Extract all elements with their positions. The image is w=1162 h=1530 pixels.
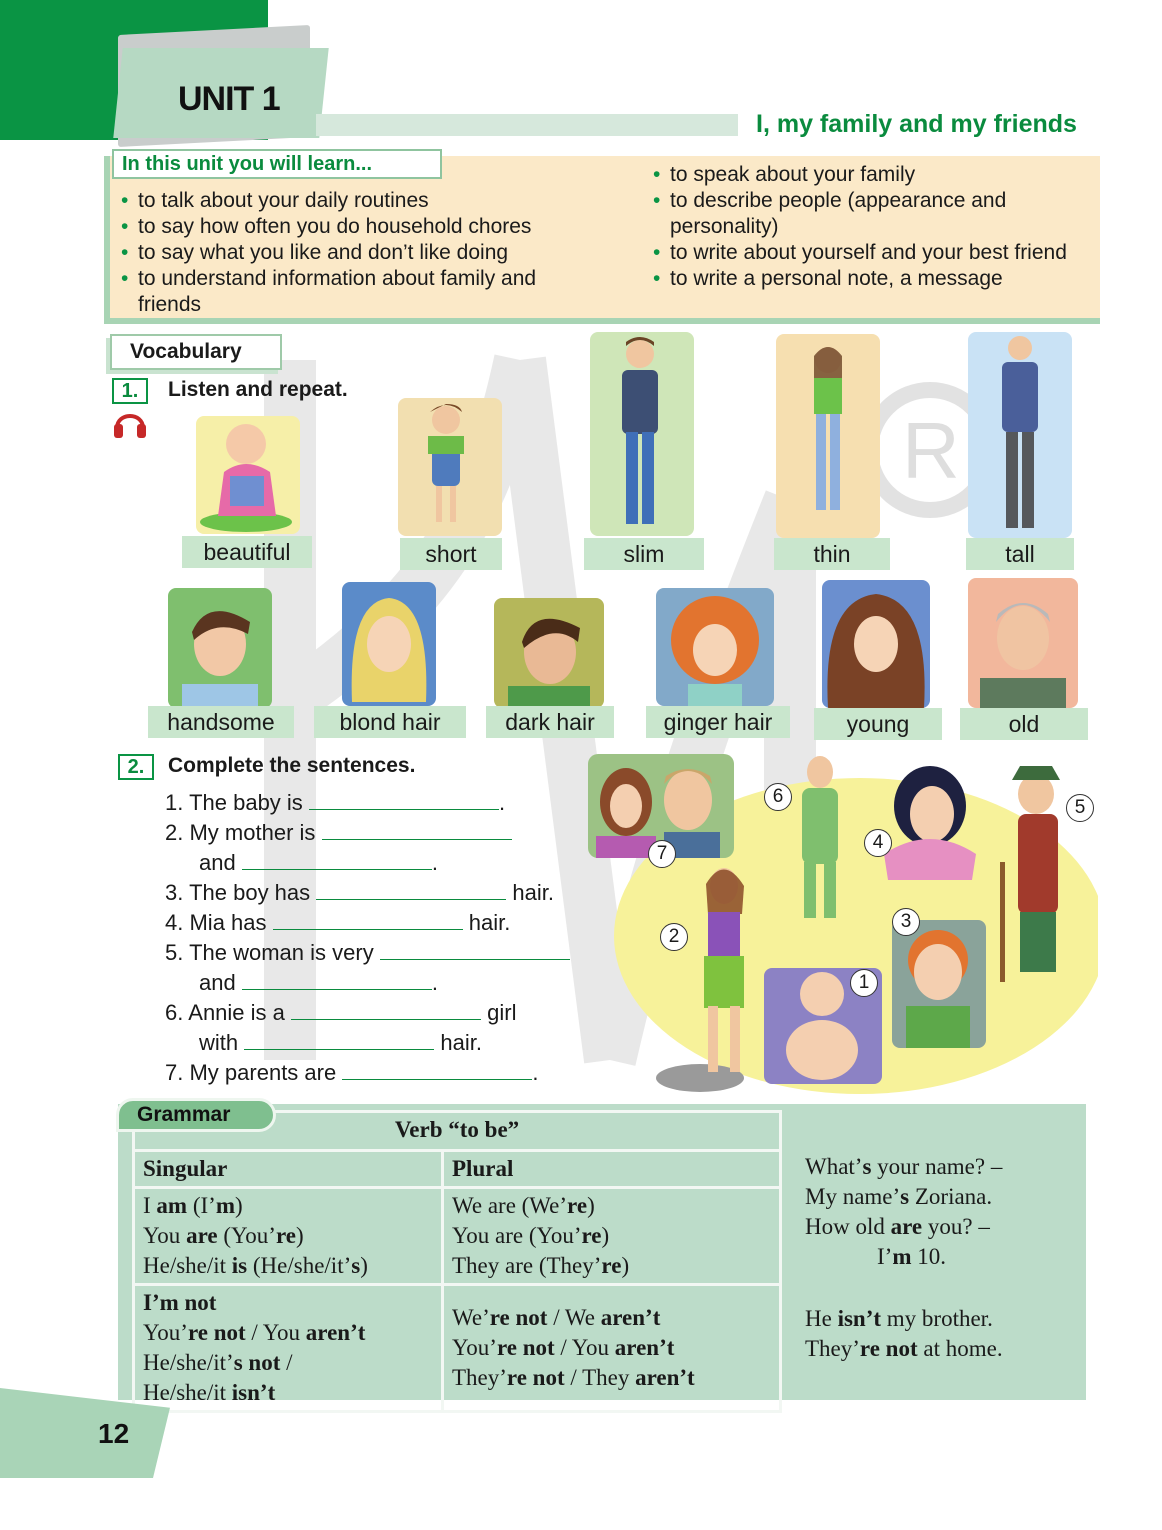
- picture-handsome-boy: [168, 588, 272, 708]
- section-tag-vocabulary: Vocabulary: [110, 334, 282, 370]
- svg-text:R: R: [902, 406, 960, 495]
- answer-blank[interactable]: [273, 911, 463, 930]
- list-item: • to say what you like and don’t like doing: [118, 240, 618, 266]
- vocab-label: tall: [966, 538, 1074, 570]
- unit-title: UNIT 1: [178, 80, 280, 118]
- learn-heading: In this unit you will learn...: [112, 149, 442, 179]
- answer-blank[interactable]: [242, 851, 432, 870]
- list-item: • to speak about your family: [650, 162, 1090, 188]
- picture-number: 4: [864, 829, 892, 857]
- list-item: • to understand information about family and friends: [118, 266, 578, 318]
- plural-negative: We’re not / We aren’t You’re not / You aren’t They’re not / They aren’t: [443, 1285, 781, 1412]
- sentence-3: 3. The boy has hair.: [165, 880, 554, 905]
- exercise-title-2: Complete the sentences.: [168, 754, 416, 777]
- answer-blank[interactable]: [291, 1001, 481, 1020]
- headphones-icon[interactable]: [112, 406, 148, 440]
- picture-number: 2: [660, 923, 688, 951]
- vocab-label: beautiful: [182, 536, 312, 568]
- unit-subtitle: I, my family and my friends: [756, 110, 1077, 138]
- sentence-1: 1. The baby is .: [165, 790, 506, 815]
- column-header-singular: Singular: [134, 1151, 443, 1188]
- column-header-plural: Plural: [443, 1151, 781, 1188]
- picture-number: 7: [648, 840, 676, 868]
- answer-blank[interactable]: [316, 881, 506, 900]
- learn-list-right: [650, 162, 1090, 292]
- sentence-2: 2. My mother is: [165, 818, 570, 848]
- list-item: • to describe people (appearance and personality): [650, 188, 1030, 240]
- learn-list-left: [118, 188, 618, 318]
- picture-blond-girl: [342, 582, 436, 706]
- list-item: • to write about yourself and your best friend: [650, 240, 1090, 266]
- grammar-table-title: Verb “to be”: [134, 1112, 781, 1151]
- answer-blank[interactable]: [244, 1031, 434, 1050]
- vocab-label: dark hair: [486, 706, 614, 738]
- list-item: • to write a personal note, a message: [650, 266, 1090, 292]
- exercise-title-1: Listen and repeat.: [168, 378, 348, 401]
- page-number: 12: [98, 1418, 130, 1449]
- answer-blank[interactable]: [322, 821, 512, 840]
- list-item: • to talk about your daily routines: [118, 188, 618, 214]
- sentence-2-cont: and .: [199, 850, 438, 875]
- sentence-4: 4. Mia has hair.: [165, 910, 511, 935]
- vocab-label: handsome: [148, 706, 294, 738]
- vocab-label: short: [400, 538, 502, 570]
- picture-short-girl: [398, 398, 502, 536]
- sentence-7: 7. My parents are .: [165, 1060, 539, 1085]
- picture-young-woman: [822, 580, 930, 708]
- header-band: [316, 114, 738, 136]
- singular-negative: I’m not You’re not / You aren’t He/she/it’s not / He/she/it isn’t: [134, 1285, 443, 1412]
- grammar-table: [132, 1110, 782, 1413]
- vocab-label: young: [814, 708, 942, 740]
- plural-positive: We are (We’re) You are (You’re) They are (They’re): [443, 1188, 781, 1285]
- sentence-6: 6. Annie is a girl: [165, 1000, 517, 1025]
- answer-blank[interactable]: [380, 941, 570, 960]
- picture-baby: [196, 416, 300, 534]
- sentence-5: 5. The woman is very: [165, 938, 570, 968]
- vocab-label: slim: [584, 538, 704, 570]
- vocab-label: old: [960, 708, 1088, 740]
- list-item: • to say how often you do household chores: [118, 214, 618, 240]
- picture-ginger-girl: [656, 588, 774, 706]
- family-illustration: [584, 744, 1098, 1098]
- picture-thin-girl: [776, 334, 880, 538]
- sentence-5-cont: and .: [199, 970, 438, 995]
- picture-slim-boy: [590, 332, 694, 536]
- vocab-label: thin: [774, 538, 890, 570]
- answer-blank[interactable]: [242, 971, 432, 990]
- answer-blank[interactable]: [342, 1061, 532, 1080]
- exercise-number-1: 1.: [112, 378, 148, 404]
- grammar-tag: Grammar: [116, 1098, 276, 1132]
- exercise-number-2: 2.: [118, 754, 154, 780]
- picture-number: 6: [764, 783, 792, 811]
- vocab-label: blond hair: [314, 706, 466, 738]
- picture-old-man: [968, 578, 1078, 708]
- picture-number: 5: [1066, 794, 1094, 822]
- vocab-label: ginger hair: [646, 706, 790, 738]
- grammar-examples: What’s your name? – My name’s Zoriana. How old are you? – I’m 10. He isn’t my brother. They’re not at home.: [805, 1154, 1003, 1361]
- sentence-list: [165, 788, 570, 1088]
- answer-blank[interactable]: [309, 791, 499, 810]
- sentence-6-cont: with hair.: [199, 1030, 482, 1055]
- singular-positive: I am (I’m) You are (You’re) He/she/it is (He/she/it’s): [134, 1188, 443, 1285]
- picture-tall-man: [968, 332, 1072, 538]
- picture-number: 1: [850, 969, 878, 997]
- picture-dark-hair-man: [494, 598, 604, 708]
- picture-number: 3: [892, 908, 920, 936]
